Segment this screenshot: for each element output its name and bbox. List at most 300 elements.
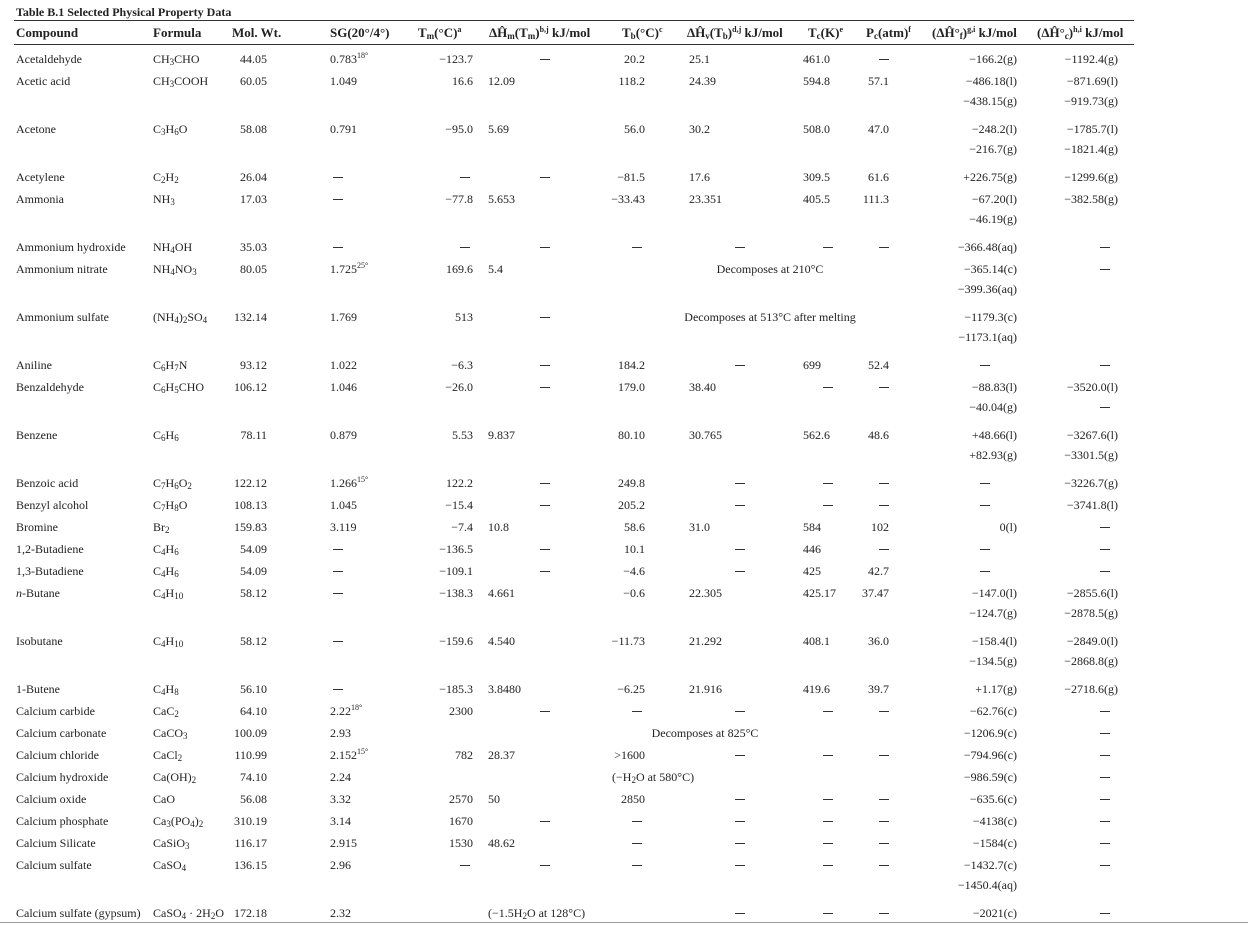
row-acetone-hc0-hc: −1785.7(l)	[1066, 122, 1118, 136]
header-sg: SG(20°/4°)	[330, 25, 390, 40]
row-n-butane-tm: −138.3	[439, 586, 473, 600]
header-tc: $T_c(K)^e$	[808, 25, 844, 41]
row-benzyl-alcohol-compound: Benzyl alcohol	[16, 498, 89, 512]
row-benzene-hv: 30.765	[689, 428, 722, 442]
row-1-3-butadiene-sg-dash	[333, 571, 343, 572]
row-ammonium-hydroxide-compound: Ammonium hydroxide	[16, 240, 126, 254]
row-1-butene-pc: 39.7	[868, 682, 889, 696]
row-benzaldehyde-hm-dash	[540, 387, 550, 388]
row-1-2-butadiene-hf0-hf-dash	[980, 549, 990, 550]
row-isobutane-tb: −11.73	[611, 634, 645, 648]
row-calcium-carbide-hc0-hc-dash	[1100, 711, 1110, 712]
row-benzene-tm: 5.53	[452, 428, 473, 442]
row-acetic-acid-sg: 1.049	[330, 74, 357, 88]
row-ammonium-hydroxide-hf0-hf: −366.48(aq)	[957, 240, 1017, 254]
row-ammonia-compound: Ammonia	[16, 192, 64, 206]
row-ammonium-nitrate-compound: Ammonium nitrate	[16, 262, 108, 276]
row-ammonia-sg-dash	[333, 199, 343, 200]
row-calcium-sulfate-hv-dash	[735, 865, 745, 866]
row-calcium-carbide-tc-dash	[823, 711, 833, 712]
row-ammonia-tb: −33.43	[611, 192, 645, 206]
row-ammonia-hf0-hf: −67.20(l)	[971, 192, 1017, 206]
row-calcium-oxide-hf0-hf: −635.6(c)	[969, 792, 1017, 806]
row-n-butane-sg-dash	[333, 593, 343, 594]
row-1-butene-compound: 1-Butene	[16, 682, 60, 696]
row-calcium-oxide-hc0-hc-dash	[1100, 799, 1110, 800]
row-calcium-carbonate-mw: 100.09	[234, 726, 267, 740]
row-benzoic-acid-mw: 122.12	[234, 476, 267, 490]
row-calcium-sulfate-compound: Calcium sulfate	[16, 858, 92, 872]
row-calcium-hydroxide-hc0-hc-dash	[1100, 777, 1110, 778]
row-benzyl-alcohol-pc-dash	[879, 505, 889, 506]
row-benzoic-acid-hf0-hf-dash	[980, 483, 990, 484]
row-isobutane-mw: 58.12	[240, 634, 267, 648]
row-calcium-chloride-pc-dash	[879, 755, 889, 756]
row-calcium-carbonate-hf0-hf: −1206.9(c)	[963, 726, 1017, 740]
row-benzene-pc: 48.6	[868, 428, 889, 442]
row-benzyl-alcohol-hm-dash	[540, 505, 550, 506]
row-calcium-phosphate-compound: Calcium phosphate	[16, 814, 109, 828]
row-1-3-butadiene-hf0-hf-dash	[980, 571, 990, 572]
row-calcium-silicate-hv-dash	[735, 843, 745, 844]
row-isobutane-hf0-hf: −158.4(l)	[971, 634, 1017, 648]
row-calcium-hydroxide-compound: Calcium hydroxide	[16, 770, 109, 784]
row-acetylene-hm-dash	[540, 177, 550, 178]
row-calcium-phosphate-mw: 310.19	[234, 814, 267, 828]
row-acetic-acid-hc1-hc: −919.73(g)	[1064, 94, 1118, 108]
row-bromine-tm: −7.4	[451, 520, 473, 534]
row-calcium-phosphate-pc-dash	[879, 821, 889, 822]
row-isobutane-sg-dash	[333, 641, 343, 642]
row-calcium-sulfate-hf1-hf: −1450.4(aq)	[957, 878, 1017, 892]
row-ammonia-hv: 23.351	[689, 192, 722, 206]
row-calcium-oxide-hv-dash	[735, 799, 745, 800]
row-1-3-butadiene-hv-dash	[735, 571, 745, 572]
row-aniline-tc: 699	[803, 358, 821, 372]
row-calcium-silicate-sg: 2.915	[330, 836, 357, 850]
row-calcium-oxide-sg: 3.32	[330, 792, 351, 806]
row-1-butene-hc0-hc: −2718.6(g)	[1064, 682, 1118, 696]
row-1-3-butadiene-hm-dash	[540, 571, 550, 572]
row-benzaldehyde-tm: −26.0	[445, 380, 473, 394]
row-calcium-silicate-hm: 48.62	[488, 836, 515, 850]
row-acetylene-pc: 61.6	[868, 170, 889, 184]
row-ammonium-hydroxide-sg-dash	[333, 247, 343, 248]
row-bromine-mw: 159.83	[234, 520, 267, 534]
row-aniline-pc: 52.4	[868, 358, 889, 372]
row-calcium-sulfate-gypsum-sg: 2.32	[330, 906, 351, 920]
row-1-3-butadiene-pc: 42.7	[868, 564, 889, 578]
row-ammonia-hc0-hc: −382.58(g)	[1064, 192, 1118, 206]
row-1-butene-hv: 21.916	[689, 682, 722, 696]
row-acetylene-hc0-hc: −1299.6(g)	[1064, 170, 1118, 184]
row-calcium-sulfate-gypsum-hc0-hc-dash	[1100, 913, 1110, 914]
row-benzene-tc: 562.6	[803, 428, 830, 442]
row-calcium-sulfate-mw: 136.15	[234, 858, 267, 872]
row-ammonium-hydroxide-hv-dash	[735, 247, 745, 248]
header-tm: $T_m(^\circ C)^a$	[418, 25, 462, 41]
header-formula: Formula	[153, 25, 202, 40]
row-n-butane-hc0-hc: −2855.6(l)	[1066, 586, 1118, 600]
row-calcium-oxide-mw: 56.08	[240, 792, 267, 806]
row-aniline-hv-dash	[735, 365, 745, 366]
row-acetone-sg: 0.791	[330, 122, 357, 136]
row-bromine-pc: 102	[871, 520, 889, 534]
row-isobutane-hc1-hc: −2868.8(g)	[1064, 654, 1118, 668]
row-calcium-sulfate-gypsum-hf0-hf: −2021(c)	[972, 906, 1017, 920]
row-acetone-compound: Acetone	[16, 122, 56, 136]
row-1-2-butadiene-mw: 54.09	[240, 542, 267, 556]
row-isobutane-tm: −159.6	[439, 634, 473, 648]
row-calcium-carbide-formula: CaC$_2$	[153, 704, 179, 719]
row-benzyl-alcohol-tm: −15.4	[445, 498, 473, 512]
row-acetic-acid-tc: 594.8	[803, 74, 830, 88]
row-isobutane-pc: 36.0	[868, 634, 889, 648]
row-acetylene-tb: −81.5	[617, 170, 645, 184]
row-calcium-carbide-tm: 2300	[449, 704, 473, 718]
row-ammonia-mw: 17.03	[240, 192, 267, 206]
row-calcium-oxide-hm: 50	[488, 792, 500, 806]
row-aniline-mw: 93.12	[240, 358, 267, 372]
row-calcium-chloride-compound: Calcium chloride	[16, 748, 99, 762]
row-ammonium-hydroxide-hc0-hc-dash	[1100, 247, 1110, 248]
row-calcium-carbide-sg: $2.22^{18^\circ}$	[330, 703, 363, 718]
row-calcium-sulfate-tb-dash	[632, 865, 642, 866]
row-1-2-butadiene-tb: 10.1	[624, 542, 645, 556]
row-ammonium-nitrate-hf1-hf: −399.36(aq)	[957, 282, 1017, 296]
row-calcium-hydroxide-tb-note: ($-H_2O$ at 580°C)	[612, 770, 695, 785]
row-benzene-hf0-hf: +48.66(l)	[971, 428, 1017, 442]
row-acetaldehyde-tb: 20.2	[624, 52, 645, 66]
row-1-butene-formula: $C_4H_8$	[153, 682, 179, 697]
row-calcium-carbide-mw: 64.10	[240, 704, 267, 718]
row-ammonium-sulfate-mw: 132.14	[234, 310, 267, 324]
row-benzyl-alcohol-formula: $C_7H_8O$	[153, 498, 188, 513]
row-1-2-butadiene-pc-dash	[879, 549, 889, 550]
row-calcium-sulfate-hc0-hc-dash	[1100, 865, 1110, 866]
row-ammonium-sulfate-note: Decomposes at 513°C after melting	[684, 310, 856, 324]
row-benzaldehyde-hf0-hf: −88.83(l)	[971, 380, 1017, 394]
row-acetic-acid-tb: 118.2	[618, 74, 645, 88]
row-calcium-chloride-tb: >1600	[614, 748, 645, 762]
row-acetaldehyde-compound: Acetaldehyde	[16, 52, 82, 66]
row-calcium-hydroxide-hf0-hf: −986.59(c)	[963, 770, 1017, 784]
row-bromine-sg: 3.119	[330, 520, 357, 534]
row-calcium-silicate-mw: 116.17	[234, 836, 267, 850]
row-calcium-oxide-tb: 2850	[621, 792, 645, 806]
row-acetaldehyde-mw: 44.05	[240, 52, 267, 66]
row-benzene-compound: Benzene	[16, 428, 58, 442]
row-acetone-hf0-hf: −248.2(l)	[971, 122, 1017, 136]
row-calcium-chloride-sg: $2.152^{15^\circ}$	[330, 747, 369, 762]
row-calcium-silicate-hf0-hf: −1584(c)	[972, 836, 1017, 850]
row-calcium-sulfate-gypsum-tc-dash	[823, 913, 833, 914]
row-aniline-compound: Aniline	[16, 358, 52, 372]
row-calcium-sulfate-pc-dash	[879, 865, 889, 866]
row-n-butane-hc1-hc: −2878.5(g)	[1064, 606, 1118, 620]
row-acetic-acid-tm: 16.6	[452, 74, 473, 88]
row-benzaldehyde-tb: 179.0	[618, 380, 645, 394]
row-ammonium-nitrate-formula: $NH_4NO_3$	[153, 262, 197, 277]
row-1-butene-tm: −185.3	[439, 682, 473, 696]
row-acetone-hc1-hc: −1821.4(g)	[1064, 142, 1118, 156]
row-acetone-mw: 58.08	[240, 122, 267, 136]
row-ammonia-formula: $NH_3$	[153, 192, 175, 207]
row-calcium-sulfate-formula: CaSO$_4$	[153, 858, 187, 873]
row-acetylene-sg-dash	[333, 177, 343, 178]
row-benzene-hm: 9.837	[488, 428, 515, 442]
row-benzoic-acid-hm-dash	[540, 483, 550, 484]
row-calcium-silicate-formula: CaSiO$_3$	[153, 836, 190, 851]
row-calcium-phosphate-hf0-hf: −4138(c)	[972, 814, 1017, 828]
row-calcium-phosphate-sg: 3.14	[330, 814, 351, 828]
row-calcium-chloride-formula: CaCl$_2$	[153, 748, 183, 763]
header-hv: $\Delta Ĥ_v(T_b)^{d,j}$ kJ/mol	[687, 25, 783, 41]
row-calcium-silicate-hc0-hc-dash	[1100, 843, 1110, 844]
row-benzyl-alcohol-hv-dash	[735, 505, 745, 506]
row-calcium-oxide-compound: Calcium oxide	[16, 792, 87, 806]
row-isobutane-hm: 4.540	[488, 634, 515, 648]
row-acetylene-hf0-hf: +226.75(g)	[963, 170, 1017, 184]
row-ammonium-hydroxide-tb-dash	[632, 247, 642, 248]
row-aniline-sg: 1.022	[330, 358, 357, 372]
row-calcium-oxide-pc-dash	[879, 799, 889, 800]
row-calcium-chloride-hm: 28.37	[488, 748, 515, 762]
row-bromine-formula: $Br_2$	[153, 520, 170, 535]
row-benzoic-acid-pc-dash	[879, 483, 889, 484]
row-calcium-phosphate-tc-dash	[823, 821, 833, 822]
row-acetone-tb: 56.0	[624, 122, 645, 136]
row-calcium-carbonate-compound: Calcium carbonate	[16, 726, 107, 740]
row-ammonia-tc: 405.5	[803, 192, 830, 206]
row-calcium-carbide-tb-dash	[632, 711, 642, 712]
row-calcium-phosphate-hv-dash	[735, 821, 745, 822]
row-calcium-carbonate-sg: 2.93	[330, 726, 351, 740]
row-benzaldehyde-mw: 106.12	[234, 380, 267, 394]
row-bromine-hm: 10.8	[488, 520, 509, 534]
row-ammonium-nitrate-mw: 80.05	[240, 262, 267, 276]
row-1-2-butadiene-tm: −136.5	[439, 542, 473, 556]
row-acetic-acid-hf1-hf: −438.15(g)	[963, 94, 1017, 108]
row-acetone-hv: 30.2	[689, 122, 710, 136]
row-aniline-hm-dash	[540, 365, 550, 366]
row-benzene-hf1-hf: +82.93(g)	[969, 448, 1017, 462]
row-isobutane-hf1-hf: −134.5(g)	[969, 654, 1017, 668]
row-calcium-carbide-compound: Calcium carbide	[16, 704, 95, 718]
row-acetylene-tm-dash	[460, 177, 470, 178]
row-acetone-tm: −95.0	[445, 122, 473, 136]
row-calcium-sulfate-gypsum-compound: Calcium sulfate (gypsum)	[16, 906, 141, 920]
row-ammonium-nitrate-note: Decomposes at 210°C	[716, 262, 824, 276]
row-calcium-carbonate-formula: CaCO$_3$	[153, 726, 188, 741]
row-calcium-carbide-hm-dash	[540, 711, 550, 712]
row-aniline-tm: −6.3	[451, 358, 473, 372]
row-1-butene-sg-dash	[333, 689, 343, 690]
row-calcium-sulfate-gypsum-pc-dash	[879, 913, 889, 914]
header-compound: Compound	[16, 25, 79, 40]
row-n-butane-hv: 22.305	[689, 586, 722, 600]
row-ammonium-sulfate-sg: 1.769	[330, 310, 357, 324]
row-calcium-carbide-hf0-hf: −62.76(c)	[969, 704, 1017, 718]
row-calcium-sulfate-hm-dash	[540, 865, 550, 866]
row-acetone-hf1-hf: −216.7(g)	[969, 142, 1017, 156]
row-calcium-silicate-pc-dash	[879, 843, 889, 844]
row-1-3-butadiene-hc0-hc-dash	[1100, 571, 1110, 572]
row-aniline-hf0-hf-dash	[980, 365, 990, 366]
row-calcium-hydroxide-mw: 74.10	[240, 770, 267, 784]
row-benzaldehyde-hc1-hc-dash	[1100, 407, 1110, 408]
row-benzoic-acid-formula: $C_7H_6O_2$	[153, 476, 192, 491]
row-1-butene-hf0-hf: +1.17(g)	[975, 682, 1017, 696]
row-ammonium-nitrate-hf0-hf: −365.14(c)	[963, 262, 1017, 276]
row-acetic-acid-hf0-hf: −486.18(l)	[965, 74, 1017, 88]
row-ammonium-hydroxide-formula: $NH_4OH$	[153, 240, 193, 255]
row-1-butene-tb: −6.25	[617, 682, 645, 696]
row-bromine-hv: 31.0	[689, 520, 710, 534]
top-rule	[14, 20, 1134, 21]
row-1-2-butadiene-sg-dash	[333, 549, 343, 550]
row-n-butane-hf1-hf: −124.7(g)	[969, 606, 1017, 620]
row-acetaldehyde-formula: $CH_3CHO$	[153, 52, 200, 67]
row-aniline-tb: 184.2	[618, 358, 645, 372]
row-benzaldehyde-compound: Benzaldehyde	[16, 380, 84, 394]
row-ammonia-tm: −77.8	[445, 192, 473, 206]
row-acetic-acid-hm: 12.09	[488, 74, 515, 88]
row-ammonium-nitrate-hc0-hc-dash	[1100, 269, 1110, 270]
row-isobutane-formula: $C_4H_{10}$	[153, 634, 184, 649]
row-ammonium-hydroxide-tm-dash	[460, 247, 470, 248]
header-mw: Mol. Wt.	[232, 25, 282, 40]
row-1-butene-tc: 419.6	[803, 682, 830, 696]
row-ammonium-nitrate-hm: 5.4	[488, 262, 503, 276]
row-calcium-oxide-tc-dash	[823, 799, 833, 800]
row-1-2-butadiene-tc: 446	[803, 542, 821, 556]
row-calcium-silicate-tm: 1530	[449, 836, 473, 850]
row-benzaldehyde-hc0-hc: −3520.0(l)	[1066, 380, 1118, 394]
row-n-butane-tb: −0.6	[623, 586, 645, 600]
row-n-butane-formula: $C_4H_{10}$	[153, 586, 184, 601]
row-benzene-formula: $C_6H_6$	[153, 428, 179, 443]
bottom-rule	[0, 922, 1248, 923]
row-benzaldehyde-pc-dash	[879, 387, 889, 388]
row-benzyl-alcohol-mw: 108.13	[234, 498, 267, 512]
row-acetylene-mw: 26.04	[240, 170, 267, 184]
row-benzene-mw: 78.11	[240, 428, 267, 442]
row-calcium-sulfate-gypsum-formula: CaSO$_4$ · $2H_2O$	[153, 906, 225, 921]
row-n-butane-mw: 58.12	[240, 586, 267, 600]
row-calcium-phosphate-hc0-hc-dash	[1100, 821, 1110, 822]
row-benzoic-acid-compound: Benzoic acid	[16, 476, 79, 490]
row-calcium-phosphate-tb-dash	[632, 821, 642, 822]
row-isobutane-tc: 408.1	[803, 634, 830, 648]
row-benzaldehyde-formula: $C_6H_5CHO$	[153, 380, 205, 395]
row-calcium-sulfate-tm-dash	[460, 865, 470, 866]
row-ammonium-hydroxide-hm-dash	[540, 247, 550, 248]
row-bromine-tc: 584	[803, 520, 821, 534]
row-acetylene-hv: 17.6	[689, 170, 710, 184]
row-benzoic-acid-tm: 122.2	[446, 476, 473, 490]
row-benzoic-acid-hv-dash	[735, 483, 745, 484]
row-aniline-hc0-hc-dash	[1100, 365, 1110, 366]
row-benzaldehyde-tc-dash	[823, 387, 833, 388]
row-ammonium-sulfate-hf1-hf: −1173.1(aq)	[958, 330, 1017, 344]
row-acetylene-tc: 309.5	[803, 170, 830, 184]
row-bromine-tb: 58.6	[624, 520, 645, 534]
row-n-butane-pc: 37.47	[862, 586, 889, 600]
row-acetaldehyde-sg: $0.783^{18^\circ}$	[330, 51, 369, 66]
row-calcium-silicate-tb-dash	[632, 843, 642, 844]
row-ammonium-sulfate-hf0-hf: −1179.3(c)	[964, 310, 1017, 324]
row-ammonium-sulfate-compound: Ammonium sulfate	[16, 310, 109, 324]
row-acetic-acid-formula: $CH_3COOH$	[153, 74, 209, 89]
row-calcium-phosphate-formula: $Ca_3(PO_4)_2$	[153, 814, 204, 829]
row-n-butane-compound: n-Butane	[16, 586, 60, 600]
row-ammonium-hydroxide-pc-dash	[879, 247, 889, 248]
row-ammonium-nitrate-sg: $1.725^{25^\circ}$	[330, 261, 369, 276]
row-acetone-pc: 47.0	[868, 122, 889, 136]
row-1-3-butadiene-tc: 425	[803, 564, 821, 578]
row-acetic-acid-compound: Acetic acid	[16, 74, 71, 88]
row-isobutane-compound: Isobutane	[16, 634, 63, 648]
row-bromine-hc0-hc-dash	[1100, 527, 1110, 528]
row-1-2-butadiene-hm-dash	[540, 549, 550, 550]
row-1-2-butadiene-hc0-hc-dash	[1100, 549, 1110, 550]
row-n-butane-hf0-hf: −147.0(l)	[971, 586, 1017, 600]
row-calcium-phosphate-hm-dash	[540, 821, 550, 822]
row-calcium-sulfate-sg: 2.96	[330, 858, 351, 872]
row-1-butene-mw: 56.10	[240, 682, 267, 696]
row-calcium-hydroxide-formula: $Ca(OH)_2$	[153, 770, 197, 785]
row-acetaldehyde-tm: −123.7	[439, 52, 473, 66]
row-calcium-chloride-hf0-hf: −794.96(c)	[963, 748, 1017, 762]
row-1-2-butadiene-hv-dash	[735, 549, 745, 550]
row-acetone-tc: 508.0	[803, 122, 830, 136]
row-1-2-butadiene-formula: $C_4H_6$	[153, 542, 179, 557]
row-acetic-acid-pc: 57.1	[868, 74, 889, 88]
row-isobutane-hv: 21.292	[689, 634, 722, 648]
row-acetaldehyde-hf0-hf: −166.2(g)	[969, 52, 1017, 66]
row-ammonium-hydroxide-mw: 35.03	[240, 240, 267, 254]
row-acetone-formula: $C_3H_6O$	[153, 122, 188, 137]
row-calcium-hydroxide-sg: 2.24	[330, 770, 351, 784]
row-benzyl-alcohol-tb: 205.2	[618, 498, 645, 512]
row-benzaldehyde-sg: 1.046	[330, 380, 357, 394]
row-calcium-chloride-mw: 110.99	[234, 748, 267, 762]
row-calcium-carbide-pc-dash	[879, 711, 889, 712]
header-hf: $(\Delta Ĥ^\circ_f)^{g,i}$ kJ/mol	[932, 25, 1017, 41]
row-aniline-formula: $C_6H_7N$	[153, 358, 188, 373]
header-tb: $T_b(^\circ C)^c$	[622, 25, 663, 41]
row-acetaldehyde-tc: 461.0	[803, 52, 830, 66]
row-ammonium-sulfate-formula: $(NH_4)_2SO_4$	[153, 310, 208, 325]
row-calcium-sulfate-gypsum-hv-dash	[735, 913, 745, 914]
row-bromine-compound: Bromine	[16, 520, 58, 534]
row-1-3-butadiene-mw: 54.09	[240, 564, 267, 578]
row-benzaldehyde-hf1-hf: −40.04(g)	[969, 400, 1017, 414]
row-calcium-carbonate-hc0-hc-dash	[1100, 733, 1110, 734]
header-hc: $(\Delta Ĥ^\circ_c)^{h,i}$ kJ/mol	[1037, 25, 1124, 41]
header-pc: $P_c(atm)^f$	[866, 25, 911, 41]
row-benzene-tb: 80.10	[618, 428, 645, 442]
row-ammonium-sulfate-tm: 513	[455, 310, 473, 324]
row-calcium-oxide-tm: 2570	[449, 792, 473, 806]
row-benzoic-acid-tc-dash	[823, 483, 833, 484]
row-acetylene-formula: $C_2H_2$	[153, 170, 179, 185]
row-benzyl-alcohol-hc0-hc: −3741.8(l)	[1066, 498, 1118, 512]
row-1-2-butadiene-compound: 1,2-Butadiene	[16, 542, 84, 556]
row-acetaldehyde-pc-dash	[879, 59, 889, 60]
row-calcium-chloride-tm: 782	[455, 748, 473, 762]
